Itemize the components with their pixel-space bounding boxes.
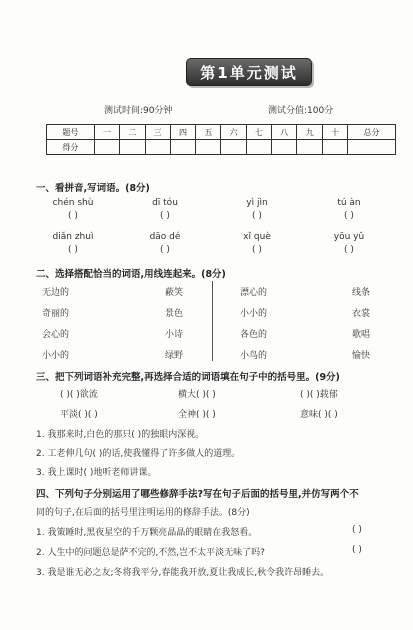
match-word: 会心的 (42, 330, 70, 340)
header-cell: 八 (272, 125, 297, 140)
match-word: 愉快 (352, 351, 371, 361)
pinyin-item: xǐ què (243, 232, 271, 242)
row-label: 得分 (47, 140, 95, 155)
sentence: 2. 工老伸几句( )的话,使我懂得了许多做人的道理。 (36, 449, 241, 459)
answer-blank[interactable]: ( ) (252, 245, 262, 255)
score-cell[interactable] (145, 140, 170, 155)
sentence: 1. 我策睡时,黑夜星空的千万颗亮晶晶的眼睛在我怒看。 (36, 528, 258, 538)
fill-word[interactable]: ( )( )载郁 (300, 390, 338, 400)
score-cell[interactable] (297, 140, 322, 155)
test-score: 测试分值:100分 (268, 106, 334, 116)
pinyin-item: yì jìn (246, 198, 268, 208)
title-banner (186, 58, 312, 86)
sentence: 3. 我是谁无必之友;冬将我平分,春能我开放,夏让我成长,秋令我许昂睡去。 (36, 568, 330, 578)
pinyin-item: diǎn zhuì (52, 232, 94, 242)
answer-blank[interactable]: ( ) (160, 245, 170, 255)
fill-word[interactable]: ( )( )欲流 (60, 390, 98, 400)
answer-blank[interactable]: ( ) (344, 245, 354, 255)
sentence: 3. 我上课时( )地听老师讲课。 (36, 468, 157, 478)
score-table (46, 124, 396, 155)
header-cell: 一 (94, 125, 119, 140)
score-cell[interactable] (196, 140, 221, 155)
score-cell[interactable] (246, 140, 271, 155)
header-cell: 总分 (348, 125, 396, 140)
score-cell[interactable] (272, 140, 297, 155)
score-cell[interactable] (94, 140, 119, 155)
pinyin-item: dī tóu (152, 198, 178, 208)
header-cell: 十 (322, 125, 347, 140)
match-word: 景色 (165, 309, 184, 319)
match-word: 小诗 (165, 330, 184, 340)
match-word: 小鸟的 (240, 351, 268, 361)
answer-blank[interactable]: ( ) (344, 211, 354, 221)
answer-blank[interactable]: ( ) (252, 211, 262, 221)
section-3-heading: 三、把下列词语补充完整,再选择合适的词语填在句子中的括号里。(9分) (36, 372, 340, 383)
score-cell[interactable] (120, 140, 145, 155)
fill-word[interactable]: 平淡( )( ) (60, 410, 98, 420)
fill-word[interactable]: 全神( )( ) (178, 410, 216, 420)
match-word: 小小的 (42, 351, 70, 361)
divider (212, 281, 213, 361)
fill-word[interactable]: 横大( )( ) (178, 390, 216, 400)
pinyin-item: yōu yǔ (333, 232, 365, 242)
section-2-heading: 二、选择搭配恰当的词语,用线连起来。(8分) (36, 269, 226, 280)
match-word: 蔽笑 (165, 288, 184, 298)
score-cell[interactable] (170, 140, 195, 155)
test-time: 测试时间:90分钟 (104, 106, 173, 116)
match-word: 衣裳 (352, 309, 371, 319)
fill-word[interactable]: 意味( )( ) (300, 410, 338, 420)
answer-blank[interactable]: ( ) (352, 545, 362, 555)
match-word: 各色的 (240, 330, 268, 340)
header-cell: 三 (145, 125, 170, 140)
score-table-header-row (47, 125, 396, 140)
match-word: 小小的 (240, 309, 268, 319)
sentence: 2. 人生中的问题总是萨不完的,不然,岂不太平淡无味了吗? (36, 548, 265, 558)
pinyin-item: tú àn (337, 198, 361, 208)
match-word: 线条 (352, 288, 371, 298)
sentence: 1. 我那来时,白色的那只( )的独眼内深视。 (36, 430, 205, 440)
header-cell: 九 (297, 125, 322, 140)
header-cell: 七 (246, 125, 271, 140)
score-cell[interactable] (322, 140, 347, 155)
match-word: 漂心的 (240, 288, 268, 298)
section-4-heading-cont: 同的句子,在后面的括号里注明运用的修辞手法。(8分) (36, 508, 250, 518)
score-cell[interactable] (221, 140, 246, 155)
answer-blank[interactable]: ( ) (352, 525, 362, 535)
match-word: 奇丽的 (42, 309, 70, 319)
score-table-score-row (47, 140, 396, 155)
answer-blank[interactable]: ( ) (160, 211, 170, 221)
answer-blank[interactable]: ( ) (68, 211, 78, 221)
pinyin-item: chén shù (52, 198, 94, 208)
section-1-heading: 一、看拼音,写词语。(8分) (36, 183, 150, 194)
section-4-heading: 四、下列句子分别运用了哪些修辞手法?写在句子后面的括号里,并仿写两个不 (36, 489, 359, 500)
match-word: 绿野 (165, 351, 184, 361)
header-cell: 六 (221, 125, 246, 140)
header-cell: 四 (170, 125, 195, 140)
header-cell: 五 (196, 125, 221, 140)
header-cell: 二 (120, 125, 145, 140)
score-cell[interactable] (348, 140, 396, 155)
answer-blank[interactable]: ( ) (68, 245, 78, 255)
header-cell: 题号 (47, 125, 95, 140)
match-word: 无边的 (42, 288, 70, 298)
pinyin-item: dāo dé (149, 232, 181, 242)
match-word: 歌唱 (352, 330, 371, 340)
page-title: 第1单元测试 (200, 64, 298, 82)
